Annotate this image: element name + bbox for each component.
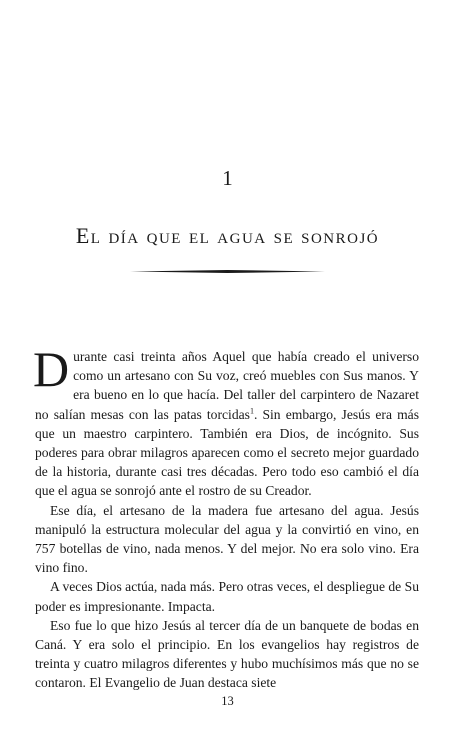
title-rule-ornament — [130, 270, 325, 273]
paragraph-2: Ese día, el artesano de la madera fue artesano del agua. Jesús manipuló la estructura molecular del agua y la convirtió en vino, en 757 botellas de vino, nada menos. Y del mejor. No era solo vino. Era vino fino. — [35, 502, 419, 576]
chapter-body — [33, 341, 419, 693]
chapter-title: El día que el agua se sonrojó — [75, 223, 380, 248]
chapter-number: 1 — [222, 166, 233, 190]
paragraph-4: Eso fue lo que hizo Jesús al tercer día de un banquete de bodas en Caná. Y era solo el principio. En los evangelios hay registros de treinta y cuatro milagros diferentes y hubo muchísimos más que no se contaron. El Evangelio de Juan destaca siete — [35, 617, 419, 691]
paragraph-1-text-a: urante casi treinta años Aquel que había creado el universo como un artesano con Su voz, creó muebles con Sus manos. Y era bueno en lo que hacía. Del taller del carpintero de Nazaret no salían mesas con las patas torcidas — [35, 349, 419, 422]
paragraph-3: A veces Dios actúa, nada más. Pero otras veces, el despliegue de Su poder es impresionante. Impacta. — [35, 579, 419, 614]
paragraph-1 — [33, 341, 419, 501]
page-number: 13 — [221, 694, 234, 708]
footnote-reference: 1 — [249, 406, 254, 416]
drop-cap: D — [33, 341, 70, 397]
paragraph-1-text-b: . Sin embargo, Jesús era más que un maestro carpintero. También era Dios, de incógnito. Sus poderes para obrar milagros aparecen como el secreto mejor guardado de la historia, durante casi tres décadas. Pero todo eso cambió el día que el agua se sonrojó ante el rostro de su Creador. — [35, 406, 419, 499]
